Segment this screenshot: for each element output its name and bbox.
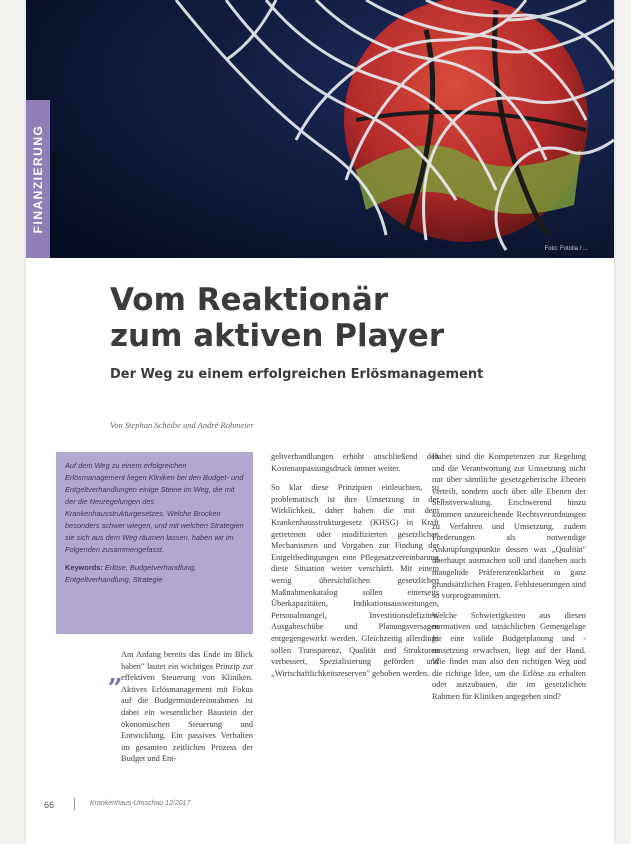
magazine-page <box>26 0 614 844</box>
keywords <box>65 562 244 586</box>
body-column-1 <box>121 649 253 773</box>
page-number: 66 <box>44 800 55 810</box>
body-column-2 <box>271 451 439 687</box>
hero-image <box>26 0 614 258</box>
section-tab <box>26 100 50 258</box>
footer-publication: Krankenhaus-Umschau 12/2017 <box>90 800 191 807</box>
quote-mark-icon: „ <box>108 659 123 689</box>
body-paragraph: geltverhandlungen erhöht anschließend den Kostenanpassungsdruck immer weiter. <box>271 452 439 473</box>
handball-in-net-photo <box>26 0 614 258</box>
body-paragraph: Dabei sind die Kompetenzen zur Regelung und die Verantwortung zur Umsetzung nicht nur über sämtliche gesetzgeberische Ebenen verteilt, sondern auch über alle Ebenen der Selbstverwaltung. Erschwerend hinzu kommen unzureichende Rechtsverordnungen zu Verfahren und Umsetzung, zudem Forderungen als notwendige Anknüpfungspunkte dessen was „Qualität" überhaupt ausmachen soll und daneben auch mangelnde Präferenzenklarheit in ganz grundsätzlichen Fragen. Fehlsteuerungen sind so vorprogrammiert. <box>432 452 586 601</box>
body-column-3 <box>432 451 586 710</box>
body-paragraph: Welche Schwierigkeiten aus diesen normativen und tatsächlichen Gemengelage für eine valide Budgetplanung und -umsetzung erwachsen, liegt auf der Hand. Wie findet man also den richtigen Weg und die richtige Idee, um die Erlöse zu erhalten oder auszubauen, die im gesetzlichen Rahmen für Kliniken angegeben sind? <box>432 610 586 701</box>
keywords-list: Erlöse, Budgetverhandlung, Entgeltverhandlung, Strategie <box>65 563 197 584</box>
photo-credit: Foto: Fotolia / ... <box>544 246 588 252</box>
byline: Von Stephan Scheibe und André Rohmeier <box>110 420 254 430</box>
article-subtitle: Der Weg zu einem erfolgreichen Erlösmanagement <box>110 367 484 382</box>
article-title <box>110 282 580 354</box>
abstract-text: Auf dem Weg zu einem erfolgreichen Erlösmanagement liegen Kliniken bei den Budget- und Entgeltverhandlungen einige Steine im Weg, die mit der die Neuregelungen des Krankenhausstrukturgesetzes. Welche Brocken besonders schwer wiegen, und mit welchen Strategien sie sich aus dem Weg räumen lassen, haben wir im Folgenden zusammengefasst. <box>65 461 244 554</box>
title-line-1: Vom Reaktionär <box>110 282 389 318</box>
title-line-2: zum aktiven Player <box>110 318 445 354</box>
abstract-box <box>56 452 253 634</box>
section-label: FINANZIERUNG <box>31 124 45 234</box>
keywords-label: Keywords: <box>65 563 103 572</box>
body-paragraph: Am Anfang bereits das Ende im Blick haben" lautet ein wichtiges Prinzip zur effektiven Steuerung von Kliniken. Aktives Erlösmanagement mit Fokus auf die Budgetmindereinnahmen ist dabei ein wesentlicher Baustein der ökonomischen Steuerung und Entwicklung. Ein passives Verhalten im gesamten zeitlichen Prozess der Budget und Ent- <box>121 650 253 764</box>
body-paragraph: So klar diese Prinzipien einleuchten, so problematisch ist ihre Umsetzung in der Wirklichkeit, daher haben die mit dem Krankenhausstrukturgesetz (KHSG) in Kraft getretenen oder modifizierten gesetzlichen Mechanismen und Vorgaben zur Findung der Entgeltbedingungen eine Pflegesatzvereinbarung diese Situation weiter verschärft. Mit einem wenig übersichtlichen gesetzlichen Maßnahmenkatalog sollen einerseits Überkapazitäten, Indikationsausweitungen, Personalmangel, Investitionsdefizites, Ausgabeschübe und Planungsversagen entgegengewirkt werden. Gleichzeitig allerdings sollen Transparenz, Qualität und Strukturen verbessert, Spezialisierung gefördert und „Wirtschaftlichkeitsreserven" gehoben werden. <box>271 483 439 678</box>
footer-divider <box>74 798 75 810</box>
